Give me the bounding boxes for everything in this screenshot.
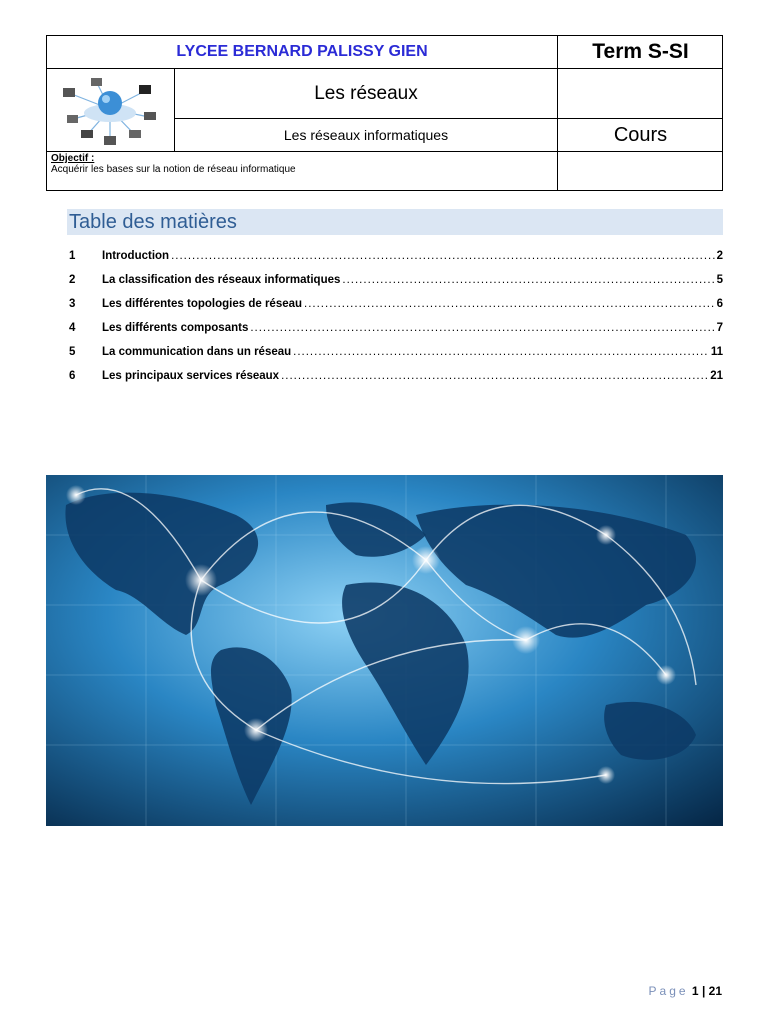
page-separator: | xyxy=(701,984,706,998)
toc-entry[interactable] xyxy=(69,346,723,370)
objective-text: Acquérir les bases sur la notion de réseau informatique xyxy=(51,164,296,175)
toc-page: 21 xyxy=(710,370,723,382)
network-illustration xyxy=(47,69,175,152)
network-diagram-icon xyxy=(47,69,173,150)
class-level: Term S-SI xyxy=(558,36,723,69)
world-map-graphic xyxy=(46,475,723,826)
toc-number: 4 xyxy=(69,322,76,334)
page-current: 1 xyxy=(691,984,699,998)
toc-leader xyxy=(281,370,708,382)
toc-number: 6 xyxy=(69,370,76,382)
toc-heading: Table des matières xyxy=(67,209,723,235)
school-name: LYCEE BERNARD PALISSY GIEN xyxy=(47,36,558,69)
toc-page: 5 xyxy=(716,274,723,286)
toc-leader xyxy=(293,346,709,358)
page-footer xyxy=(649,984,722,998)
document-title: Les réseaux xyxy=(175,69,558,119)
toc-entry[interactable] xyxy=(69,322,723,346)
blank-cell xyxy=(558,69,723,119)
toc-entry[interactable] xyxy=(69,370,723,394)
toc-title: La communication dans un réseau xyxy=(102,346,292,358)
toc-page: 2 xyxy=(716,250,723,262)
toc-entry[interactable] xyxy=(69,298,723,322)
blank-cell xyxy=(558,152,723,190)
toc-leader xyxy=(342,274,714,286)
toc-title: Introduction xyxy=(102,250,170,262)
page-total: 21 xyxy=(708,984,722,998)
table-of-contents xyxy=(69,250,723,394)
toc-entry[interactable] xyxy=(69,250,723,274)
toc-leader xyxy=(171,250,715,262)
toc-entry[interactable] xyxy=(69,274,723,298)
header-table xyxy=(46,35,723,191)
toc-leader xyxy=(304,298,715,310)
toc-title: Les principaux services réseaux xyxy=(102,370,280,382)
document-subtitle: Les réseaux informatiques xyxy=(175,119,558,152)
objective-label: Objectif : xyxy=(51,153,95,164)
toc-title: Les différentes topologies de réseau xyxy=(102,298,303,310)
page-label: Page xyxy=(648,984,689,998)
toc-number: 1 xyxy=(69,250,76,262)
toc-number: 2 xyxy=(69,274,76,286)
toc-page: 11 xyxy=(710,346,723,358)
toc-number: 5 xyxy=(69,346,76,358)
toc-number: 3 xyxy=(69,298,76,310)
objective-cell xyxy=(47,152,558,190)
toc-title: Les différents composants xyxy=(102,322,249,334)
toc-title: La classification des réseaux informatiques xyxy=(102,274,341,286)
toc-page: 6 xyxy=(716,298,723,310)
world-network-image xyxy=(46,475,723,826)
toc-leader xyxy=(250,322,714,334)
document-type: Cours xyxy=(558,119,723,152)
toc-page: 7 xyxy=(716,322,723,334)
